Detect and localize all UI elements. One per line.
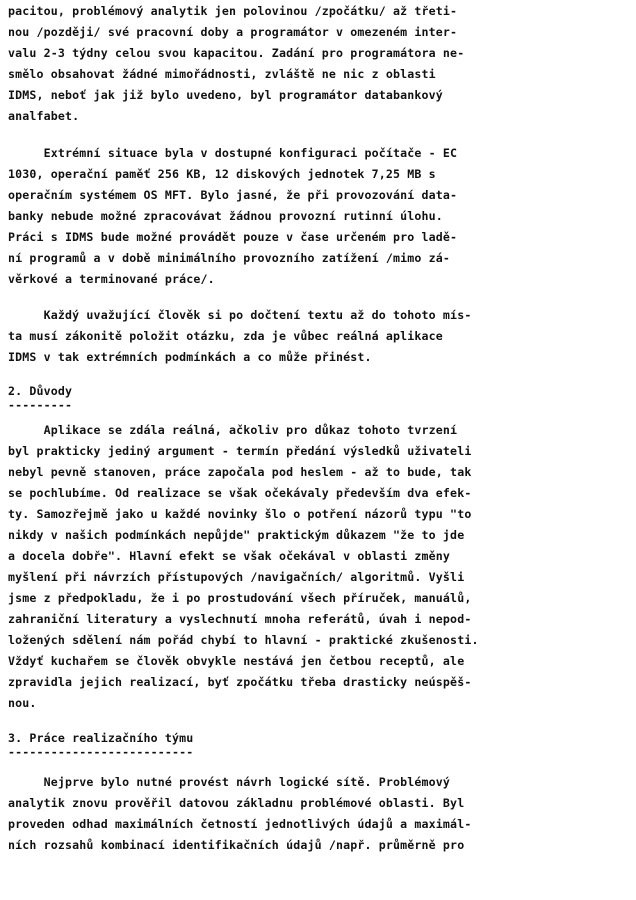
text-line: pacitou, problémový analytik jen polovinou /zpočátku/ až třeti- (8, 4, 458, 18)
text-line: proveden odhad maximálních četností jednotlivých údajů a maximál- (8, 817, 472, 831)
text-line: Aplikace se zdála reálná, ačkoliv pro důkaz tohoto tvrzení (8, 423, 458, 437)
text-line: jsme z předpokladu, že i po prostudování všech příruček, manuálů, (8, 591, 472, 605)
text-line: nebyl pevně stanoven, práce započala pod heslem - až to bude, tak (8, 465, 472, 479)
text-line: IDMS, neboť jak již bylo uvedeno, byl programátor databankový (8, 88, 443, 102)
section-heading: 2. Důvody (8, 384, 73, 398)
heading-underline: --------- (8, 398, 73, 412)
text-line: 1030, operační paměť 256 KB, 12 diskových jednotek 7,25 MB s (8, 167, 436, 181)
text-line: zahraniční literatury a vyslechnutí mnoha referátů, úvah i nepod- (8, 612, 472, 626)
text-line: ta musí zákonitě položit otázku, zda je vůbec reálná aplikace (8, 329, 443, 343)
text-line: Práci s IDMS bude možné provádět pouze v čase určeném pro ladě- (8, 230, 458, 244)
text-line: Extrémní situace byla v dostupné konfiguraci počítače - EC (8, 146, 458, 160)
text-line: nou. (8, 696, 37, 710)
heading-underline: -------------------------- (8, 745, 194, 759)
text-line: a docela dobře". Hlavní efekt se však očekával v oblasti změny (8, 549, 451, 563)
text-line: ní programů a v době minimálního provozního zatížení /mimo zá- (8, 251, 451, 265)
text-line: smělo obsahovat žádné mimořádnosti, zvláště ne nic z oblasti (8, 67, 436, 81)
text-line: nou /později/ své pracovní doby a programátor v omezeném inter- (8, 25, 458, 39)
text-line: valu 2-3 týdny celou svou kapacitou. Zadání pro programátora ne- (8, 46, 465, 60)
section-heading: 3. Práce realizačního týmu (8, 731, 194, 745)
text-line: IDMS v tak extrémních podmínkách a co může přinést. (8, 350, 372, 364)
text-line: ty. Samozřejmě jako u každé novinky šlo o potření názorů typu "to (8, 507, 472, 521)
text-line: ních rozsahů kombinací identifikačních údajů /např. průměrně pro (8, 838, 465, 852)
text-line: ložených sdělení nám pořád chybí to hlavní - praktické zkušenosti. (8, 633, 479, 647)
text-line: věrkové a terminované práce/. (8, 272, 215, 286)
text-line: Každý uvažující člověk si po dočtení textu až do tohoto mís- (8, 308, 472, 322)
text-line: analfabet. (8, 109, 80, 123)
text-line: banky nebude možné zpracovávat žádnou provozní rutinní úlohu. (8, 209, 443, 223)
text-line: zpravidla jejich realizací, byť zpočátku třeba drasticky neúspěš- (8, 675, 472, 689)
text-line: nikdy v našich podmínkách nepůjde" praktickým důkazem "že to jde (8, 528, 465, 542)
text-line: myšlení při návrzích přístupových /navigačních/ algoritmů. Vyšli (8, 570, 465, 584)
text-line: byl prakticky jediný argument - termín předání výsledků uživateli (8, 444, 472, 458)
text-line: analytik znovu prověřil datovou základnu problémové oblasti. Byl (8, 796, 465, 810)
text-line: Vždyť kuchařem se člověk obvykle nestává jen četbou receptů, ale (8, 654, 465, 668)
text-line: se pochlubíme. Od realizace se však očekávaly především dva efek- (8, 486, 472, 500)
text-line: Nejprve bylo nutné provést návrh logické sítě. Problémový (8, 775, 451, 789)
text-line: operačním systémem OS MFT. Bylo jasné, že při provozování data- (8, 188, 458, 202)
